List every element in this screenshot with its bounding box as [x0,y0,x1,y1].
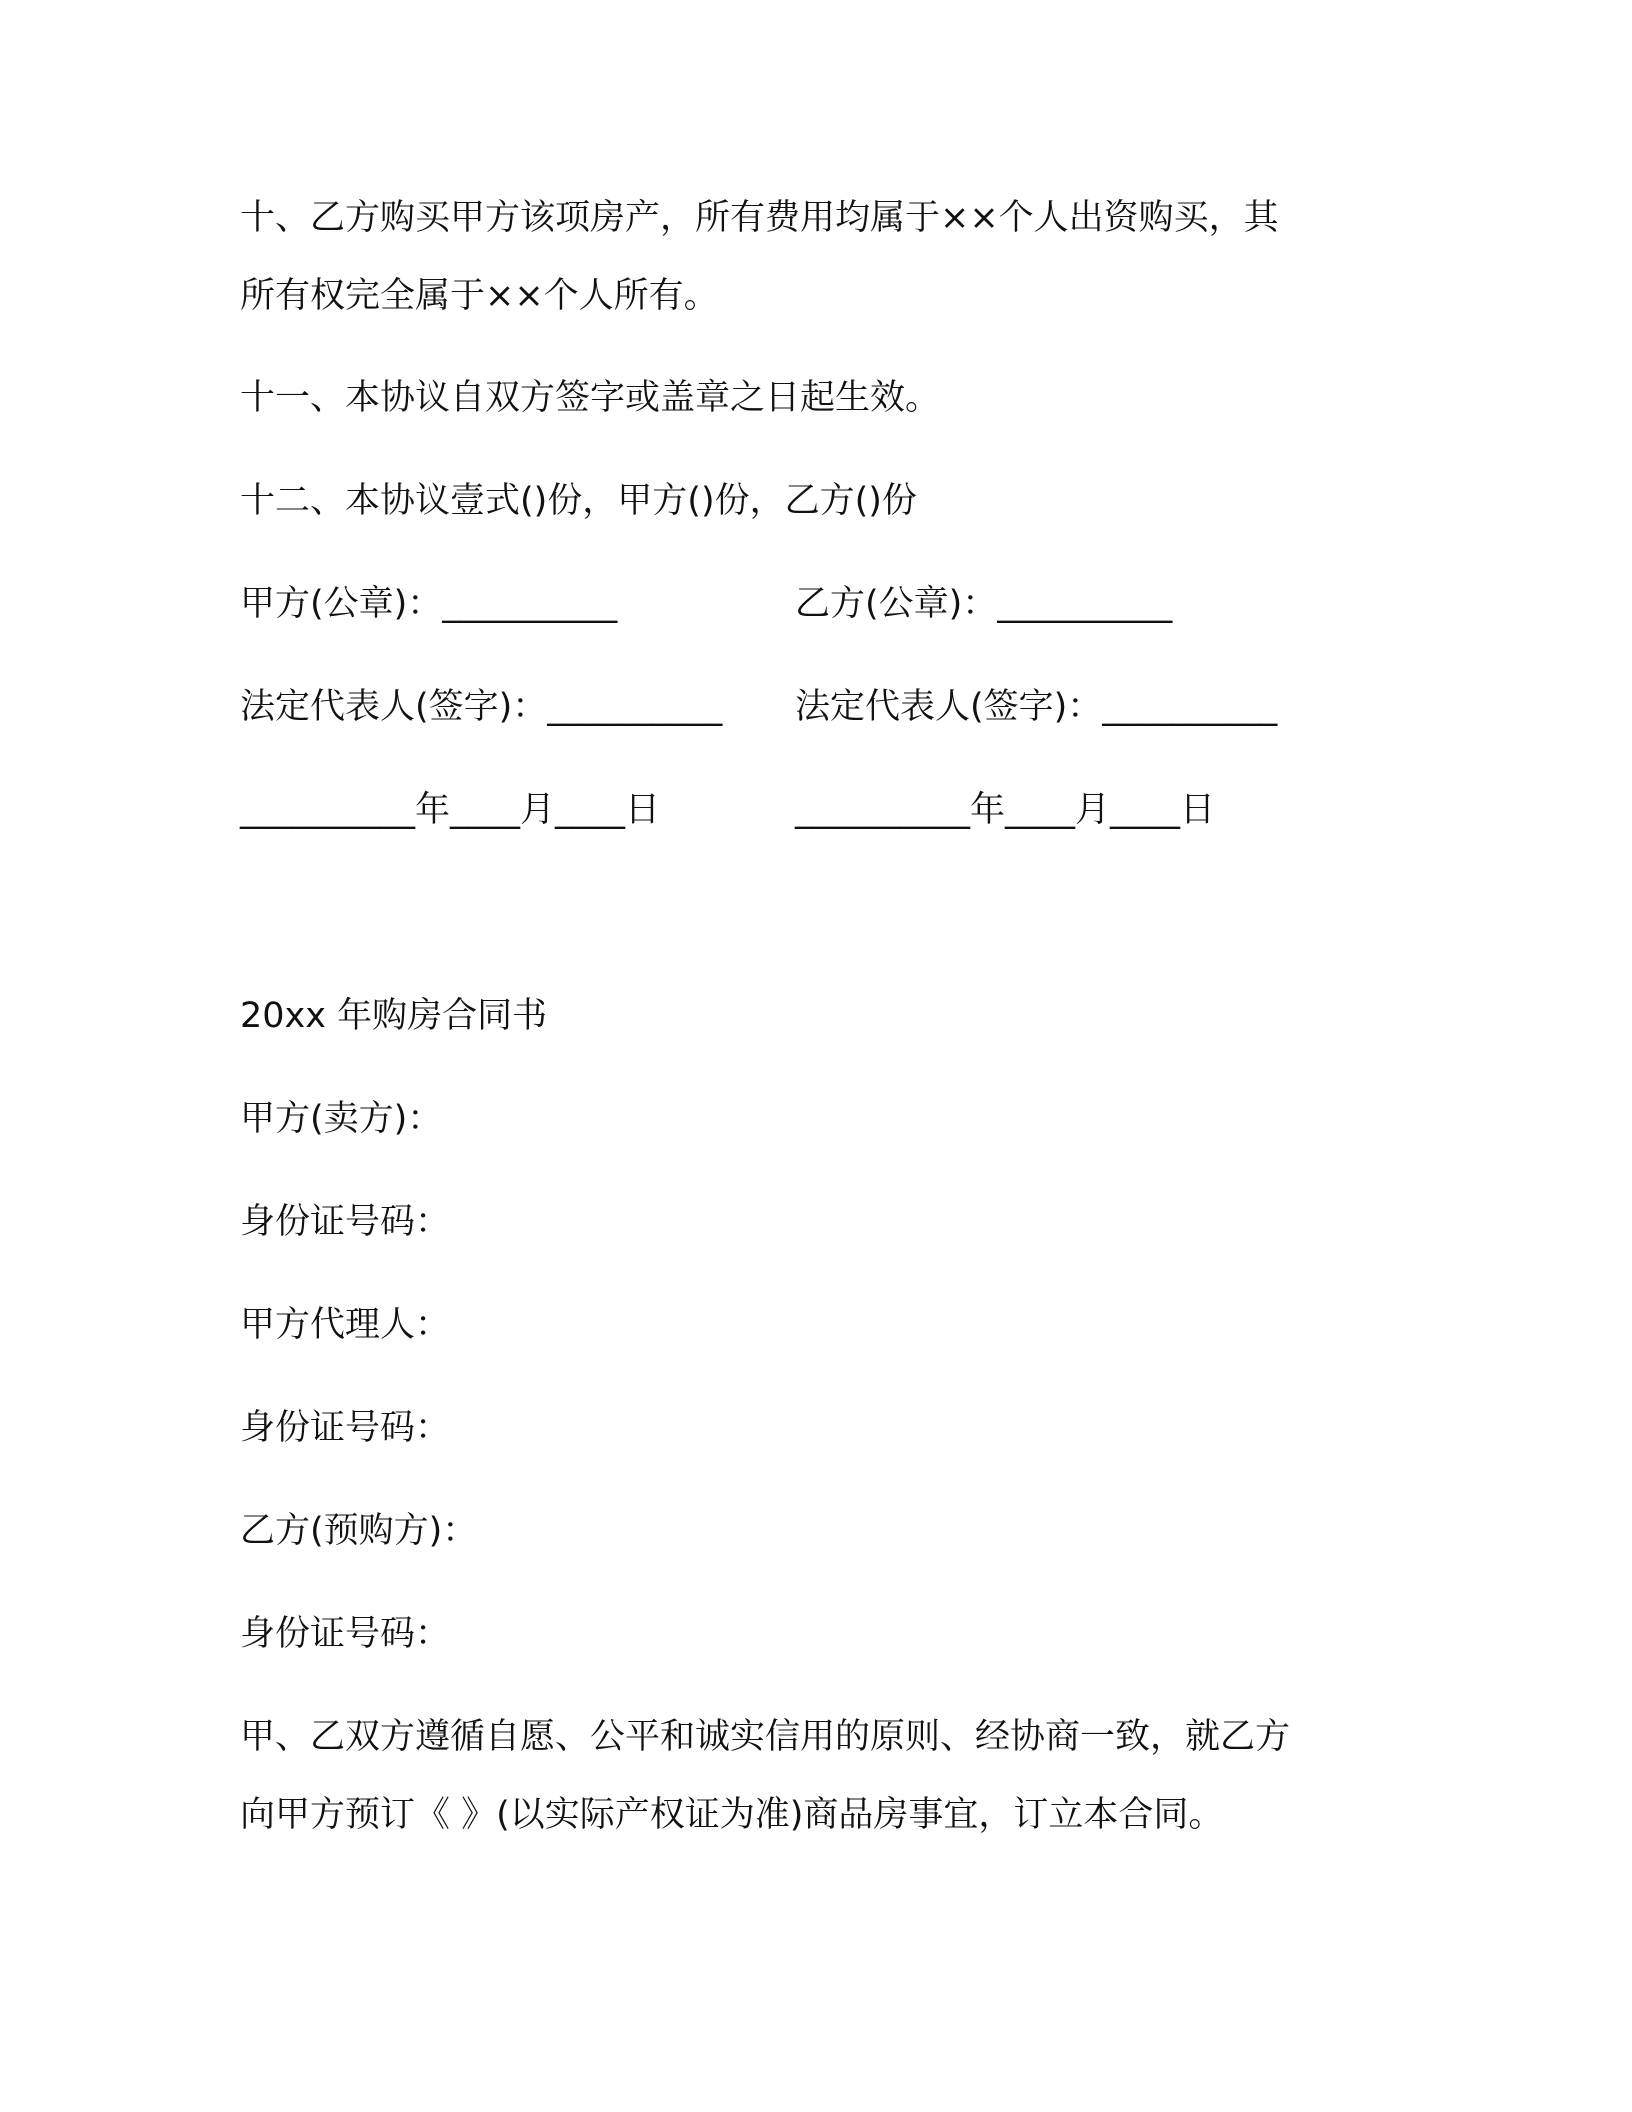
seller-agent-id-field: 身份证号码： [240,1408,451,1448]
party-a-date-field: __________年____月____日 [240,790,661,830]
preamble-line-1: 甲、乙双方遵循自愿、公平和诚实信用的原则、经协商一致，就乙方 [240,1717,1291,1757]
preamble-line-2: 向甲方预订《 》(以实际产权证为准)商品房事宜，订立本合同。 [240,1795,1224,1835]
seller-field: 甲方(卖方)： [240,1099,443,1139]
seller-id-field: 身份证号码： [240,1202,451,1242]
seller-agent-field: 甲方代理人： [240,1305,451,1345]
clause-10-line-2: 所有权完全属于××个人所有。 [240,276,719,316]
party-b-representative-field: 法定代表人(签字)：__________ [795,687,1278,727]
signature-row-representative [240,685,1380,729]
buyer-field: 乙方(预购方)： [240,1511,478,1551]
buyer-id-field: 身份证号码： [240,1614,451,1654]
signature-row-seal [240,582,1380,626]
party-a-seal-field: 甲方(公章)：__________ [240,584,618,624]
clause-12: 十二、本协议壹式()份，甲方()份，乙方()份 [240,481,917,521]
clause-10-line-1: 十、乙方购买甲方该项房产，所有费用均属于××个人出资购买，其 [240,198,1279,238]
contract-title: 20xx 年购房合同书 [240,996,548,1036]
clause-11: 十一、本协议自双方签字或盖章之日起生效。 [240,378,941,418]
party-b-date-field: __________年____月____日 [795,790,1216,830]
signature-row-date [240,788,1380,832]
party-b-seal-field: 乙方(公章)：__________ [795,584,1173,624]
party-a-representative-field: 法定代表人(签字)：__________ [240,687,723,727]
